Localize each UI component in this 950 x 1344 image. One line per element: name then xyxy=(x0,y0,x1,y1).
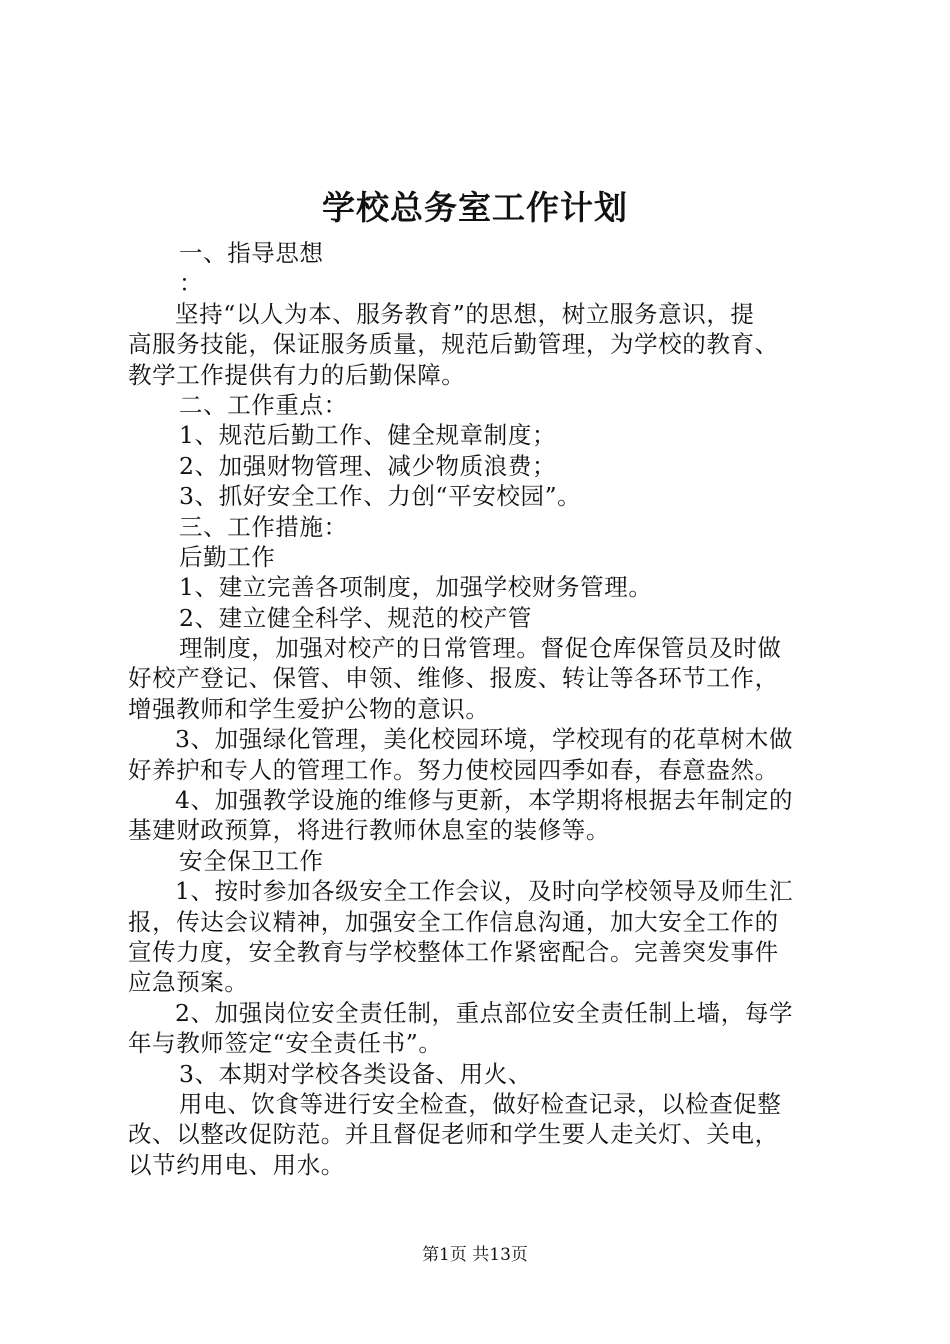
list-item: 2、加强财物管理、减少物质浪费； xyxy=(179,451,557,480)
body-line: 教学工作提供有力的后勤保障。 xyxy=(128,360,466,389)
section-heading-work-measures: 三、工作措施： xyxy=(179,512,348,541)
body-line: 应急预案。 xyxy=(128,968,249,997)
body-line: 高服务技能，保证服务质量，规范后勤管理，为学校的教育、 xyxy=(128,330,779,359)
body-line: 增强教师和学生爱护公物的意识。 xyxy=(128,694,490,723)
body-line: 好养护和专人的管理工作。努力使校园四季如春，春意盎然。 xyxy=(128,755,779,784)
document-body xyxy=(128,238,832,1180)
colon-line: ： xyxy=(179,269,204,298)
body-line: 3、加强绿化管理，美化校园环境，学校现有的花草树木做 xyxy=(175,725,794,754)
list-item: 3、本期对学校各类设备、用火、 xyxy=(179,1059,532,1088)
body-line: 4、加强教学设施的维修与更新，本学期将根据去年制定的 xyxy=(175,786,794,815)
body-line: 宣传力度，安全教育与学校整体工作紧密配合。完善突发事件 xyxy=(128,937,779,966)
body-line: 改、以整改促防范。并且督促老师和学生要人走关灯、关电， xyxy=(128,1120,779,1149)
body-line: 基建财政预算，将进行教师休息室的装修等。 xyxy=(128,816,610,845)
document-title: 学校总务室工作计划 xyxy=(322,188,628,227)
body-line: 以节约用电、用水。 xyxy=(128,1150,345,1179)
body-line: 1、按时参加各级安全工作会议，及时向学校领导及师生汇 xyxy=(175,877,794,906)
body-line: 报，传达会议精神，加强安全工作信息沟通，加大安全工作的 xyxy=(128,907,779,936)
subsection-heading-security: 安全保卫工作 xyxy=(179,846,324,875)
list-item: 2、建立健全科学、规范的校产管 xyxy=(179,603,532,632)
section-heading-guiding-thought: 一、指导思想 xyxy=(179,239,324,267)
body-line: 2、加强岗位安全责任制，重点部位安全责任制上墙，每学 xyxy=(175,998,794,1027)
list-item: 3、抓好安全工作、力创“平安校园”。 xyxy=(179,482,582,511)
body-line: 坚持“以人为本、服务教育”的思想，树立服务意识，提 xyxy=(175,299,755,328)
body-line: 年与教师签定“安全责任书”。 xyxy=(128,1029,443,1058)
list-item: 1、规范后勤工作、健全规章制度； xyxy=(179,421,557,450)
subsection-heading-logistics: 后勤工作 xyxy=(179,542,276,571)
body-line: 理制度，加强对校产的日常管理。督促仓库保管员及时做 xyxy=(179,634,782,663)
section-heading-work-focus: 二、工作重点： xyxy=(179,390,348,419)
page-number-footer: 第1页 共13页 xyxy=(422,1245,528,1265)
body-line: 好校产登记、保管、申领、维修、报废、转让等各环节工作， xyxy=(128,664,779,693)
body-line: 用电、饮食等进行安全检查，做好检查记录，以检查促整 xyxy=(179,1089,782,1118)
list-item: 1、建立完善各项制度，加强学校财务管理。 xyxy=(179,573,653,602)
